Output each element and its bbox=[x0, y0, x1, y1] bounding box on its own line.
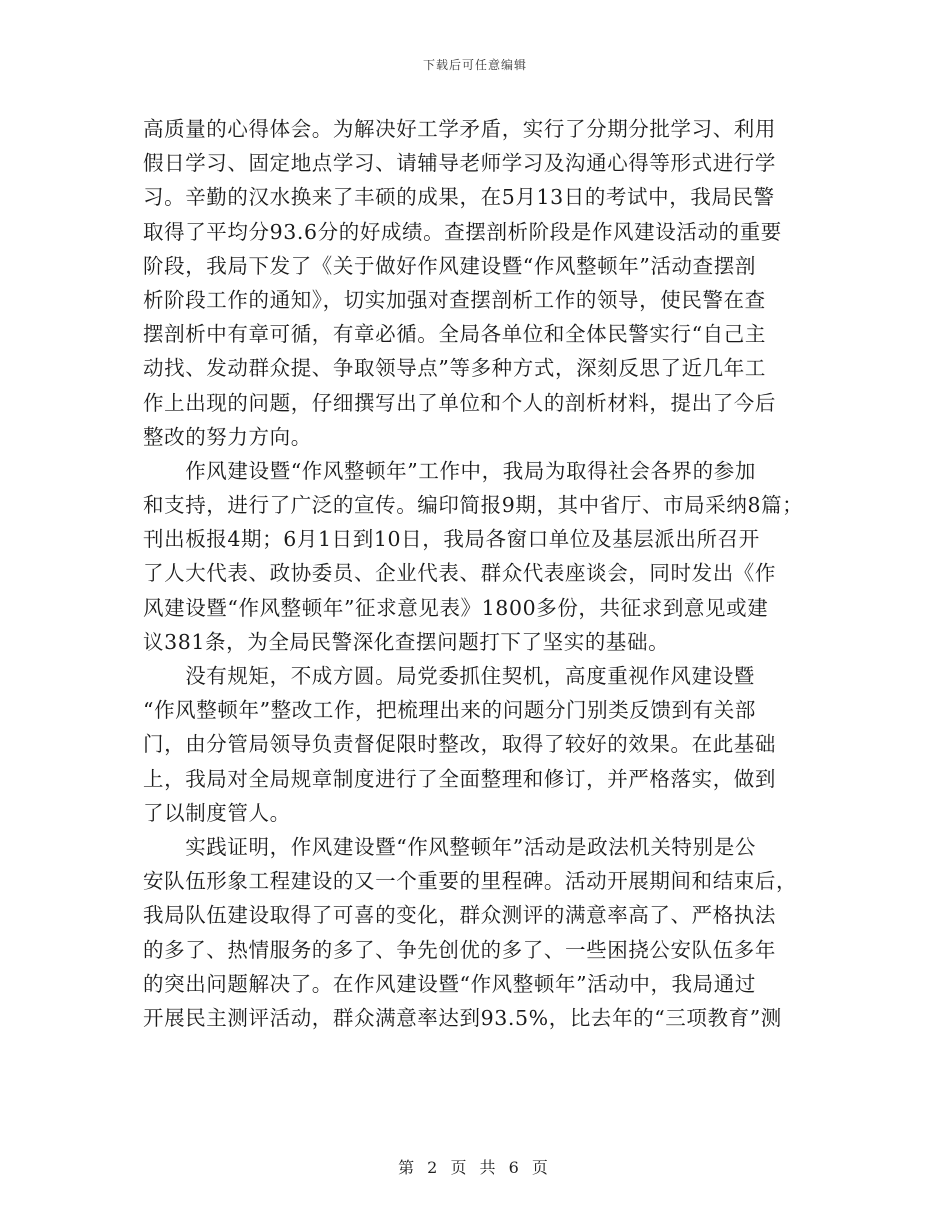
text-line: 门，由分管局领导负责督促限时整改，取得了较好的效果。在此基础 bbox=[143, 732, 776, 757]
text-line: 整改的努力方向。 bbox=[143, 424, 312, 449]
text-line: 安队伍形象工程建设的又一个重要的里程碑。活动开展期间和结束后， bbox=[143, 869, 798, 894]
text-line: 的突出问题解决了。在作风建设暨“作风整顿年”活动中，我局通过 bbox=[143, 971, 756, 996]
text-line: 取得了平均分93.6分的好成绩。查摆剖析阶段是作风建设活动的重要 bbox=[143, 219, 782, 244]
text-line: 实践证明，作风建设暨“作风整顿年”活动是政法机关特别是公 bbox=[143, 834, 756, 859]
text-line: 作上出现的问题，仔细撰写出了单位和个人的剖析材料，提出了今后 bbox=[143, 390, 776, 415]
page-footer: 第 2 页 共 6 页 bbox=[398, 1158, 552, 1177]
text-line: 的多了、热情服务的多了、争先创优的多了、一些困挠公安队伍多年 bbox=[143, 937, 776, 962]
text-line: 开展民主测评活动，群众满意率达到93.5%，比去年的“三项教育”测 bbox=[143, 1005, 782, 1030]
text-line: 了以制度管人。 bbox=[143, 800, 291, 825]
text-line: 和支持，进行了广泛的宣传。编印简报9期，其中省厅、市局采纳8篇； bbox=[143, 493, 804, 518]
text-line: 假日学习、固定地点学习、请辅导老师学习及沟通心得等形式进行学 bbox=[143, 151, 776, 176]
text-line: 我局队伍建设取得了可喜的变化，群众测评的满意率高了、严格执法 bbox=[143, 903, 776, 928]
text-line: 高质量的心得体会。为解决好工学矛盾，实行了分期分批学习、利用 bbox=[143, 117, 776, 141]
text-line: 作风建设暨“作风整顿年”工作中，我局为取得社会各界的参加 bbox=[143, 458, 756, 483]
text-line: 没有规矩，不成方圆。局党委抓住契机，高度重视作风建设暨 bbox=[143, 664, 755, 688]
page-header: 下载后可任意编辑 bbox=[422, 58, 527, 72]
text-line: 动找、发动群众提、争取领导点”等多种方式，深刻反思了近几年工 bbox=[143, 356, 766, 381]
text-line: 刊出板报4期；6月1日到10日，我局各窗口单位及基层派出所召开 bbox=[143, 527, 760, 552]
text-line: 习。辛勤的汉水换来了丰硕的成果，在5月13日的考试中，我局民警 bbox=[143, 185, 775, 210]
text-line: 了人大代表、政协委员、企业代表、群众代表座谈会，同时发出《作 bbox=[143, 561, 776, 586]
text-line: “作风整顿年”整改工作，把梳理出来的问题分门别类反馈到有关部 bbox=[143, 698, 756, 723]
text-line: 上，我局对全局规章制度进行了全面整理和修订，并严格落实，做到 bbox=[143, 766, 776, 791]
document-body bbox=[143, 112, 823, 1035]
text-line: 析阶段工作的通知》，切实加强对查摆剖析工作的领导，使民警在查 bbox=[143, 287, 766, 312]
text-line: 阶段，我局下发了《关于做好作风建设暨“作风整顿年”活动查摆剖 bbox=[143, 253, 756, 278]
text-line: 议381条，为全局民警深化查摆问题打下了坚实的基础。 bbox=[143, 629, 670, 654]
text-line: 风建设暨“作风整顿年”征求意见表》1800多份，共征求到意见或建 bbox=[143, 595, 769, 620]
text-line: 摆剖析中有章可循，有章必循。全局各单位和全体民警实行“自己主 bbox=[143, 322, 766, 347]
